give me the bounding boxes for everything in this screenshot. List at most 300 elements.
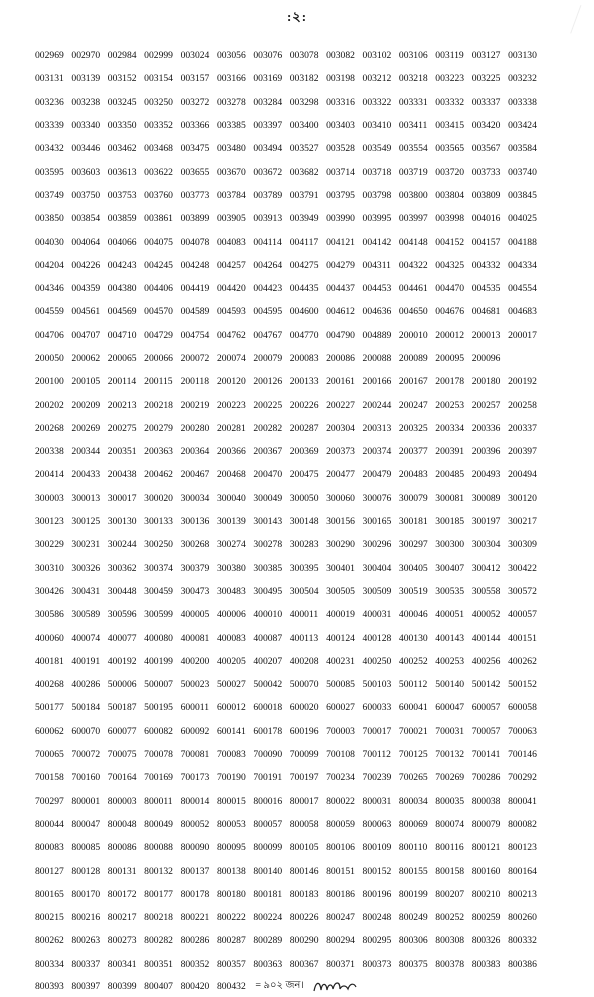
- roll-number: 200088: [362, 353, 392, 364]
- roll-number: 300310: [35, 562, 64, 574]
- roll-number: 300589: [71, 609, 101, 621]
- roll-number: 400083: [216, 632, 246, 644]
- roll-number: 300405: [398, 562, 428, 574]
- roll-number: 004243: [107, 259, 137, 271]
- roll-number: 004066: [107, 236, 137, 248]
- roll-number: 800069: [398, 818, 428, 830]
- roll-number: 300130: [107, 516, 137, 528]
- roll-number: 700141: [471, 749, 501, 761]
- roll-number: 800326: [471, 935, 501, 947]
- roll-number: 200377: [398, 446, 428, 458]
- roll-number: 700057: [471, 725, 501, 737]
- number-row: [35, 510, 545, 533]
- final-row: [35, 977, 545, 997]
- roll-number: 300244: [107, 539, 137, 551]
- roll-number: 004593: [216, 306, 246, 318]
- roll-number: 004157: [471, 236, 501, 248]
- roll-number: 400250: [362, 655, 392, 667]
- roll-number: 200374: [362, 446, 392, 458]
- roll-number: 200209: [71, 399, 101, 411]
- roll-number: 300380: [216, 562, 246, 574]
- roll-number: 500187: [107, 702, 137, 714]
- roll-number: 003338: [508, 96, 537, 108]
- roll-number: 400074: [71, 632, 101, 644]
- roll-number: 300599: [144, 609, 173, 621]
- roll-number: 600041: [398, 702, 428, 714]
- roll-number: 700031: [435, 725, 465, 737]
- roll-number: 300326: [71, 562, 101, 574]
- roll-number: 200493: [471, 469, 501, 481]
- roll-number: 003157: [180, 73, 210, 85]
- roll-number: 200477: [326, 469, 355, 481]
- roll-number: 004554: [508, 283, 537, 295]
- number-row: [35, 184, 545, 207]
- roll-number: 200074: [216, 353, 246, 364]
- roll-number: 003169: [253, 73, 283, 85]
- roll-number: 200438: [107, 469, 137, 481]
- roll-number: 003298: [289, 96, 319, 108]
- roll-number: 800090: [180, 842, 210, 854]
- roll-number: 800058: [289, 818, 319, 830]
- roll-number: 300300: [435, 539, 465, 551]
- roll-number: 200304: [326, 422, 355, 434]
- roll-number: 400051: [435, 609, 465, 621]
- roll-number: 700197: [289, 772, 319, 784]
- roll-number: 200244: [362, 399, 392, 411]
- roll-number: 300139: [216, 516, 246, 528]
- roll-number: 800131: [107, 865, 137, 877]
- roll-number: 200257: [471, 399, 501, 411]
- roll-number: 200269: [71, 422, 101, 434]
- roll-number: 800287: [216, 935, 246, 947]
- roll-number: 200396: [471, 446, 501, 458]
- roll-number: 004279: [326, 259, 355, 271]
- roll-number: 300231: [71, 539, 101, 551]
- roll-number: 800218: [144, 912, 173, 924]
- roll-number: 300407: [435, 562, 465, 574]
- roll-number: 004435: [289, 283, 319, 295]
- roll-number: 200337: [508, 422, 537, 434]
- roll-number: 003784: [216, 189, 246, 201]
- roll-number: 400081: [180, 632, 210, 644]
- roll-number: 200114: [107, 376, 137, 388]
- roll-number: 300217: [508, 516, 537, 528]
- roll-number: 004275: [289, 259, 319, 271]
- roll-number: 003854: [71, 213, 101, 225]
- roll-number: 700021: [398, 725, 428, 737]
- roll-number: 800217: [107, 912, 137, 924]
- roll-number: 200336: [471, 422, 501, 434]
- roll-number: 600196: [289, 725, 319, 737]
- roll-number: 200268: [35, 422, 64, 434]
- roll-number: 003905: [216, 213, 246, 225]
- roll-number: 004762: [216, 329, 246, 341]
- roll-number: 300504: [289, 585, 319, 597]
- roll-number: 700160: [71, 772, 101, 784]
- roll-number: 004083: [216, 236, 246, 248]
- roll-number: 003791: [289, 189, 319, 201]
- roll-number: 300309: [508, 539, 537, 551]
- roll-number: 004767: [253, 329, 283, 341]
- roll-number: 003800: [398, 189, 428, 201]
- roll-number: 200397: [508, 446, 537, 458]
- roll-number: 003682: [289, 166, 319, 178]
- roll-number: 200282: [253, 422, 283, 434]
- roll-number: 800224: [253, 912, 283, 924]
- roll-number: 004710: [107, 329, 137, 341]
- roll-number: 200287: [289, 422, 319, 434]
- roll-number: 800106: [326, 842, 355, 854]
- roll-number: 800035: [435, 795, 465, 807]
- roll-number: 800399: [107, 981, 137, 993]
- roll-number: 003809: [471, 189, 501, 201]
- roll-number: 200167: [398, 376, 428, 388]
- roll-number: 300165: [362, 516, 392, 528]
- number-row: [35, 114, 545, 137]
- roll-number: 003322: [362, 96, 392, 108]
- roll-number: 004569: [107, 306, 137, 318]
- roll-number: 300431: [71, 585, 101, 597]
- roll-number: 500006: [107, 679, 137, 691]
- roll-number: 400199: [144, 655, 173, 667]
- roll-number: 004683: [508, 306, 537, 318]
- number-row: [35, 324, 545, 347]
- roll-number: 400256: [471, 655, 501, 667]
- roll-number: 300422: [508, 562, 537, 574]
- roll-number: 004707: [71, 329, 101, 341]
- roll-number: 003403: [326, 120, 355, 132]
- roll-number: 003139: [71, 73, 101, 85]
- roll-number: 800123: [508, 842, 537, 854]
- roll-number: 400113: [289, 632, 319, 644]
- number-row: [35, 580, 545, 603]
- roll-number: 800432: [216, 981, 246, 993]
- roll-number: 003232: [508, 73, 537, 85]
- roll-number: 004016: [471, 213, 501, 225]
- number-row: [35, 696, 545, 719]
- roll-number: 200120: [216, 376, 246, 388]
- roll-number: 600020: [289, 702, 319, 714]
- roll-number: 200494: [508, 469, 537, 481]
- roll-number: 003182: [289, 73, 319, 85]
- number-row: [35, 207, 545, 230]
- roll-number: 004423: [253, 283, 283, 295]
- number-row: [35, 790, 545, 813]
- roll-number: 800127: [35, 865, 64, 877]
- roll-number: 400268: [35, 679, 64, 691]
- number-row: [35, 67, 545, 90]
- roll-number: 600070: [71, 725, 101, 737]
- roll-number: 400151: [508, 632, 537, 644]
- roll-number: 200066: [144, 353, 173, 364]
- roll-number: 600178: [253, 725, 283, 737]
- roll-number: 800034: [398, 795, 428, 807]
- roll-number: 800375: [398, 958, 428, 970]
- roll-number: 500177: [35, 702, 64, 714]
- roll-number: 004406: [144, 283, 173, 295]
- roll-number: 200096: [471, 353, 501, 364]
- roll-number: 003225: [471, 73, 501, 85]
- roll-number: 200366: [216, 446, 246, 458]
- roll-number: 800082: [508, 818, 537, 830]
- roll-number: 004453: [362, 283, 392, 295]
- total-count: = ৯০২ জন।: [255, 980, 304, 992]
- roll-number: 003102: [362, 50, 392, 62]
- roll-number: 800059: [326, 818, 355, 830]
- roll-number: 300185: [435, 516, 465, 528]
- roll-number: 003613: [107, 166, 137, 178]
- roll-number: 800290: [289, 935, 319, 947]
- roll-number: 200253: [435, 399, 465, 411]
- roll-number: 800016: [253, 795, 283, 807]
- roll-number: 800178: [180, 888, 210, 900]
- roll-number: 500023: [180, 679, 210, 691]
- roll-number: 800222: [216, 912, 246, 924]
- roll-number: 300290: [326, 539, 355, 551]
- roll-number: 700083: [216, 749, 246, 761]
- roll-number: 003272: [180, 96, 210, 108]
- roll-number: 400191: [71, 655, 101, 667]
- roll-number: 400128: [362, 632, 392, 644]
- roll-number: 200223: [216, 399, 246, 411]
- roll-number: 004420: [216, 283, 246, 295]
- roll-number: 800210: [471, 888, 501, 900]
- roll-number: 800294: [326, 935, 355, 947]
- roll-number: 200364: [180, 446, 210, 458]
- roll-number: 200065: [107, 353, 137, 364]
- roll-number: 200325: [398, 422, 428, 434]
- roll-number: 500103: [362, 679, 392, 691]
- roll-number: 004248: [180, 259, 210, 271]
- roll-number: 200218: [144, 399, 173, 411]
- roll-number: 004152: [435, 236, 465, 248]
- roll-number: 003584: [508, 143, 537, 155]
- roll-number: 003130: [508, 50, 537, 62]
- roll-number: 200202: [35, 399, 64, 411]
- roll-number: 800110: [398, 842, 428, 854]
- roll-number: 800155: [398, 865, 428, 877]
- roll-number: 800011: [144, 795, 173, 807]
- roll-number: 004650: [398, 306, 428, 318]
- roll-number: 700191: [253, 772, 283, 784]
- roll-number: 300020: [144, 492, 173, 504]
- roll-number: 700075: [107, 749, 137, 761]
- roll-number: 003861: [144, 213, 173, 225]
- roll-number: 200258: [508, 399, 537, 411]
- roll-number: 800226: [289, 912, 319, 924]
- roll-number: 800180: [216, 888, 246, 900]
- roll-number: 800165: [35, 888, 64, 900]
- roll-number: 600027: [326, 702, 355, 714]
- roll-number: 700090: [253, 749, 283, 761]
- roll-number: 300505: [326, 585, 355, 597]
- roll-number: 004121: [326, 236, 355, 248]
- roll-number: 600033: [362, 702, 392, 714]
- roll-number: 300268: [180, 539, 210, 551]
- roll-number: 300125: [71, 516, 101, 528]
- roll-number: 800074: [435, 818, 465, 830]
- roll-number: 800213: [508, 888, 537, 900]
- roll-number: 003238: [71, 96, 101, 108]
- roll-number: 003420: [471, 120, 501, 132]
- roll-number: 400057: [508, 609, 537, 621]
- roll-number: 003106: [398, 50, 428, 62]
- roll-number: 004334: [508, 259, 537, 271]
- roll-number: 003352: [144, 120, 173, 132]
- roll-number: 003245: [107, 96, 137, 108]
- roll-number: 700297: [35, 795, 64, 807]
- roll-number: 700072: [71, 749, 101, 761]
- roll-number: 200213: [107, 399, 137, 411]
- roll-number: 700078: [144, 749, 173, 761]
- roll-number: 400144: [471, 632, 501, 644]
- roll-number: 300586: [35, 609, 64, 621]
- roll-number: 003494: [253, 143, 283, 155]
- roll-number: 300558: [471, 585, 501, 597]
- roll-number: 003400: [289, 120, 319, 132]
- roll-number: 800079: [471, 818, 501, 830]
- roll-number: 500195: [144, 702, 173, 714]
- roll-number: 800105: [289, 842, 319, 854]
- roll-number: 200470: [253, 469, 283, 481]
- roll-number: 200279: [144, 422, 173, 434]
- roll-number: 003316: [326, 96, 355, 108]
- roll-number: 800259: [471, 912, 501, 924]
- roll-number: 200275: [107, 422, 137, 434]
- number-row: [35, 720, 545, 743]
- roll-number: 004790: [326, 329, 355, 341]
- roll-number: 800352: [180, 958, 210, 970]
- number-row: [35, 393, 545, 416]
- roll-number: 003082: [326, 50, 355, 62]
- roll-number: 800183: [289, 888, 319, 900]
- roll-number: 200280: [180, 422, 210, 434]
- number-row: [35, 557, 545, 580]
- roll-number: 003603: [71, 166, 101, 178]
- roll-number: 003949: [289, 213, 319, 225]
- roll-number: 300123: [35, 516, 64, 528]
- roll-number: 004226: [71, 259, 101, 271]
- roll-number: 300297: [398, 539, 428, 551]
- roll-number: 004142: [362, 236, 392, 248]
- roll-number: 200468: [216, 469, 246, 481]
- roll-number: 800109: [362, 842, 392, 854]
- number-row: [35, 743, 545, 766]
- roll-number: 004561: [71, 306, 101, 318]
- roll-number: 004311: [362, 259, 391, 271]
- roll-number: 004681: [471, 306, 501, 318]
- roll-number: 004889: [362, 329, 392, 341]
- page-number: :২:: [286, 9, 308, 24]
- roll-number: 003720: [435, 166, 465, 178]
- number-row: [35, 906, 545, 929]
- roll-number: 400286: [71, 679, 101, 691]
- roll-number: 300483: [216, 585, 246, 597]
- roll-number: 800152: [362, 865, 392, 877]
- roll-number: 800170: [71, 888, 101, 900]
- roll-number: 003733: [471, 166, 501, 178]
- roll-number: 200089: [398, 353, 428, 364]
- roll-number: 200351: [107, 446, 137, 458]
- roll-number: 300296: [362, 539, 392, 551]
- roll-number: 004025: [508, 213, 537, 225]
- roll-number: 300017: [107, 492, 137, 504]
- roll-number: 300034: [180, 492, 210, 504]
- roll-number: 400087: [253, 632, 283, 644]
- roll-number: 200079: [253, 353, 283, 364]
- roll-number: 003655: [180, 166, 210, 178]
- roll-number: 800003: [107, 795, 137, 807]
- number-row: [35, 650, 545, 673]
- roll-number: 800049: [144, 818, 173, 830]
- roll-number: 003076: [253, 50, 283, 62]
- roll-number: 800249: [398, 912, 428, 924]
- roll-number: 800263: [71, 935, 101, 947]
- number-row: [35, 463, 545, 486]
- roll-number: 800196: [362, 888, 392, 900]
- roll-number: 004204: [35, 259, 64, 271]
- roll-number: 600047: [435, 702, 465, 714]
- roll-number: 800397: [71, 981, 101, 993]
- roll-number: 300197: [471, 516, 501, 528]
- roll-number: 200369: [289, 446, 319, 458]
- roll-number: 004612: [326, 306, 355, 318]
- roll-number: 004470: [435, 283, 465, 295]
- roll-number: 200219: [180, 399, 210, 411]
- roll-number: 300283: [289, 539, 319, 551]
- roll-number: 800221: [180, 912, 210, 924]
- roll-number: 004676: [435, 306, 465, 318]
- roll-number: 800083: [35, 842, 64, 854]
- roll-number: 800407: [144, 981, 173, 993]
- roll-number: 004570: [144, 306, 173, 318]
- roll-number: 004075: [144, 236, 173, 248]
- roll-number: 700164: [107, 772, 137, 784]
- roll-number: 400181: [35, 655, 64, 667]
- roll-number: 002969: [35, 50, 64, 62]
- roll-number: 200105: [71, 376, 101, 388]
- roll-number: 400200: [180, 655, 210, 667]
- roll-number: 004030: [35, 236, 64, 248]
- roll-number: 800289: [253, 935, 283, 947]
- roll-number: 700017: [362, 725, 392, 737]
- roll-number: 200367: [253, 446, 283, 458]
- roll-number: 800172: [107, 888, 137, 900]
- roll-number: 800099: [253, 842, 283, 854]
- roll-number: 300250: [144, 539, 173, 551]
- roll-number: 300050: [289, 492, 319, 504]
- roll-number: 003990: [326, 213, 355, 225]
- roll-number: 400262: [508, 655, 537, 667]
- roll-number: 800383: [471, 958, 501, 970]
- roll-number: 200161: [326, 376, 355, 388]
- roll-number: 800341: [107, 958, 137, 970]
- roll-number: 003554: [398, 143, 428, 155]
- roll-number: 800373: [362, 958, 392, 970]
- roll-number: 800164: [508, 865, 537, 877]
- roll-number: 003198: [326, 73, 355, 85]
- roll-number: 700003: [326, 725, 355, 737]
- roll-number: 004595: [253, 306, 283, 318]
- roll-number: 004559: [35, 306, 64, 318]
- roll-number: 300404: [362, 562, 392, 574]
- roll-number: 200100: [35, 376, 64, 388]
- roll-number: 004257: [216, 259, 246, 271]
- roll-number: 400080: [144, 632, 173, 644]
- roll-number: 800262: [35, 935, 64, 947]
- roll-number: 800048: [107, 818, 137, 830]
- roll-number: 300362: [107, 562, 137, 574]
